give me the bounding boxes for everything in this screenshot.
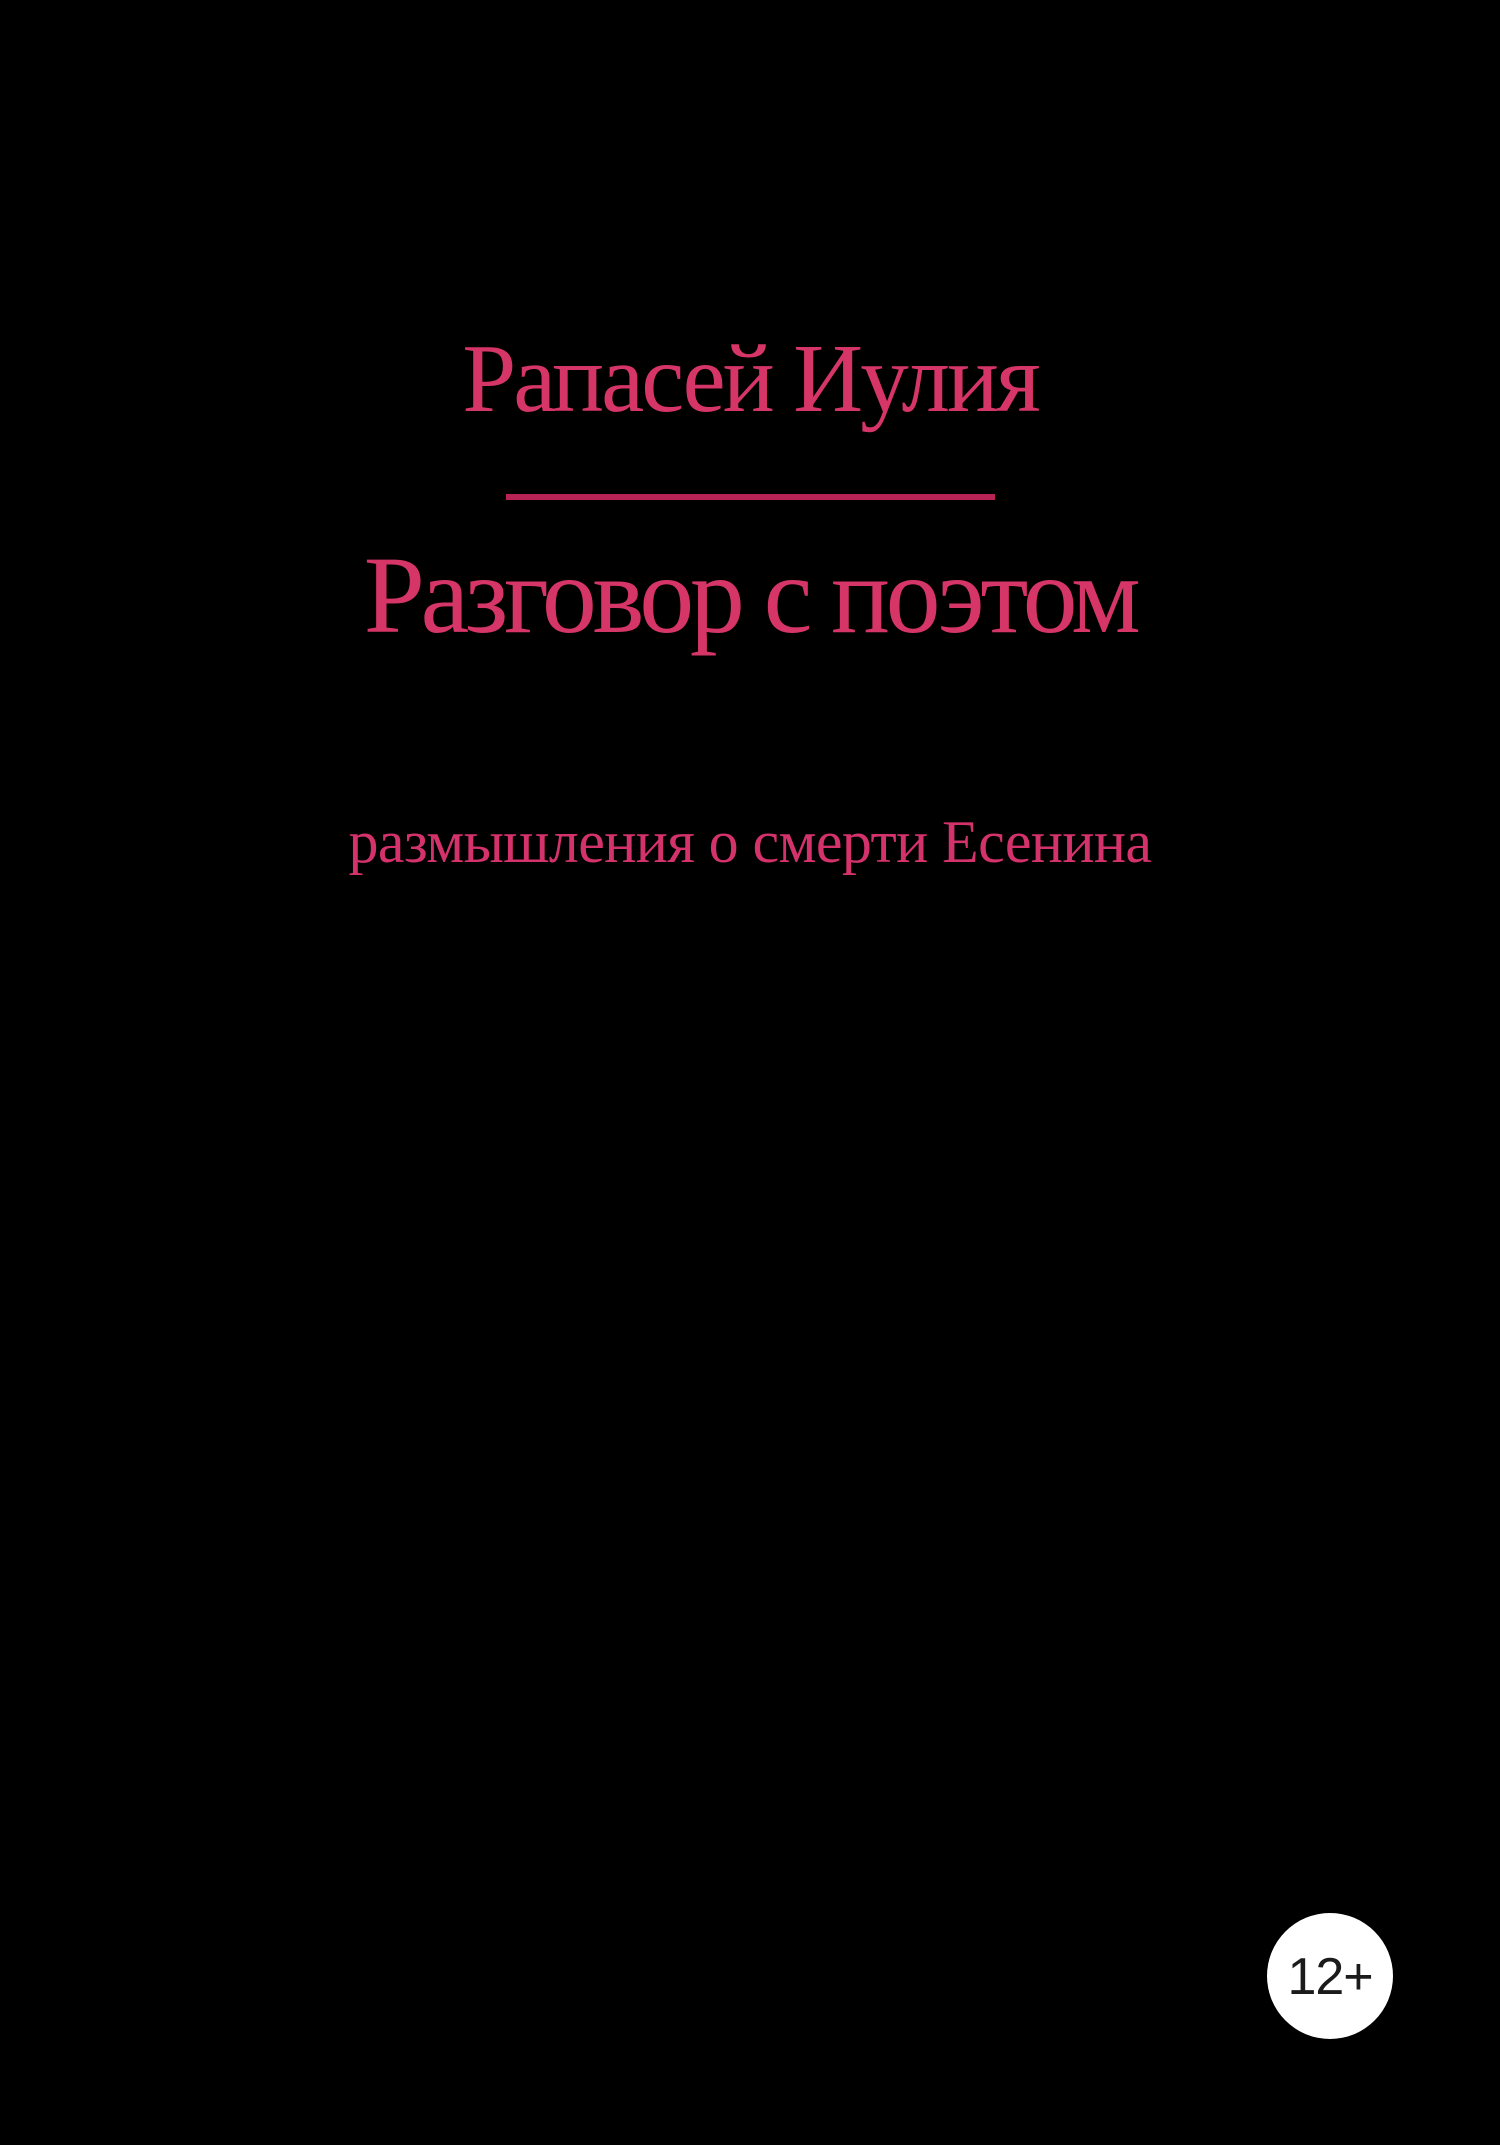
title-divider-line [506, 494, 995, 500]
book-title: Разговор с поэтом [363, 534, 1137, 656]
age-rating-label: 12+ [1287, 1948, 1373, 2006]
age-rating-badge [1267, 1913, 1393, 2039]
author-name: Рапасей Иулия [462, 325, 1038, 432]
book-subtitle: размышления о смерти Есенина [348, 809, 1152, 875]
